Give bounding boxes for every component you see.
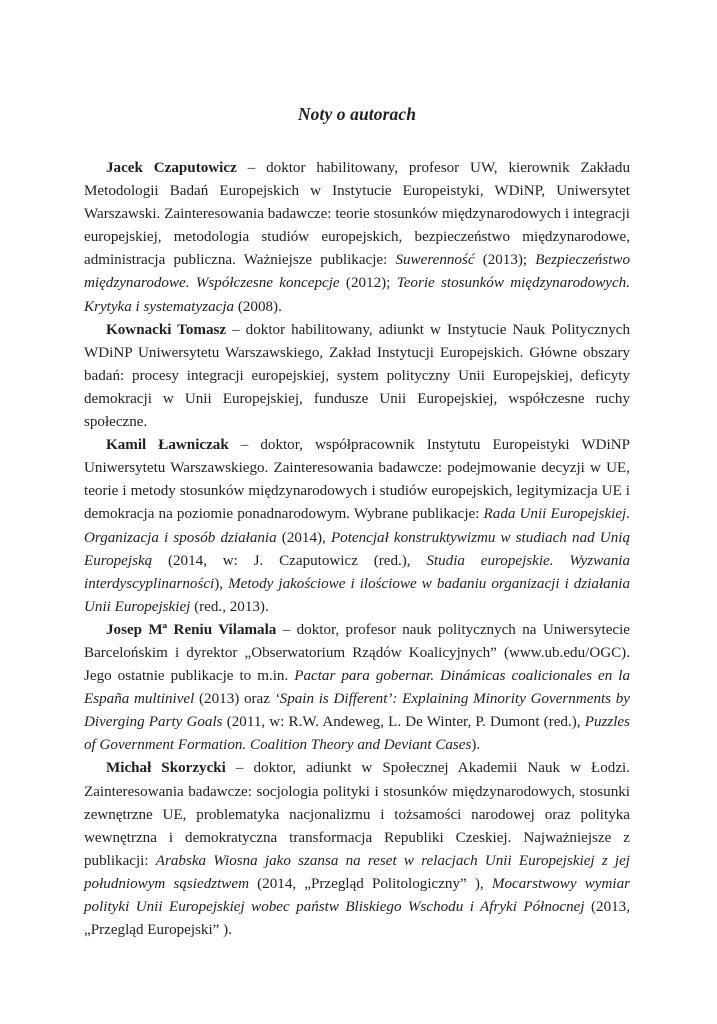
publication-title: Pactar para gobernar. Dinámicas coalicionales en la España multinivel [84,668,630,708]
author-note-reniu [84,619,630,758]
bio-text: (2013) oraz [194,691,275,708]
author-note-kownacki [84,319,630,434]
publication-title: Potencjał konstruktywizmu w studiach nad Unią Europejską [84,529,630,569]
author-name: Kamil Ławniczak [106,437,229,454]
bio-text: – doktor, profesor nauk politycznych na Uniwersytecie Barcelońskim i dyrektor „Obserwatorium Rządów Koalicyjnych” (www.ub.edu/OGC). Jego ostatnie publikacje to m.in. [84,621,630,685]
bio-text: (2014, „Przegląd Politologiczny” ), [248,875,492,892]
author-name: Michał Skorzycki [106,760,226,777]
publication-title: Studia europejskie. Wyzwania interdyscyplinarności [84,552,630,592]
publication-title: Arabska Wiosna jako szansa na reset w relacjach Unii Europejskiej z jej południowym sąsiedztwem [84,852,630,892]
author-note-lawniczak [84,434,630,619]
author-name: Kownacki Tomasz [106,321,227,338]
author-note-czaputowicz [84,157,630,319]
bio-text: (red., 2013). [190,598,269,615]
bio-text: – doktor, współpracownik Instytutu Europeistyki WDiNP Uniwersytetu Warszawskiego. Zainteresowania badawcze: podejmowanie decyzji w UE, teorie i metody stosunków międzynarodowych i studiów europejskich, legitymizacja UE i demokracja na poziomie ponadnarodowym. Wybrane publikacje: [84,437,630,523]
publication-title: Bezpieczeństwo międzynarodowe. Współczesne koncepcje [84,252,630,292]
bio-text: (2013); [474,252,536,269]
author-note-skorzycki [84,757,630,942]
publication-title: Suwerenność [395,252,475,269]
bio-text: (2008). [234,298,282,315]
publication-title: Metody jakościowe i ilościowe w badaniu organizacji i działania Unii Europejskiej [84,575,630,615]
publication-title: ‘Spain is Different’: Explaining Minority Governments by Diverging Party Goals [84,691,630,731]
bio-text: ), [214,575,229,592]
publication-title: Puzzles of Government Formation. Coalition Theory and Deviant Cases [84,714,630,754]
publication-title: Rada Unii Europejskiej. Organizacja i sposób działania [84,506,630,546]
bio-text: – doktor habilitowany, profesor UW, kierownik Zakładu Metodologii Badań Europejskich w Instytucie Europeistyki, WDiNP, Uniwersytet Warszawski. Zainteresowania badawcze: teorie stosunków międzynarodowych i integracji europejskiej, metodologia studiów europejskich, bezpieczeństwo międzynarodowe, administracja publiczna. Ważniejsze publikacje: [84,160,630,269]
bio-text: (2011, w: R.W. Andeweg, L. De Winter, P. Dumont (red.), [222,714,585,731]
page [84,104,630,942]
bio-text: ). [471,737,481,754]
bio-text: – doktor, adiunkt w Społecznej Akademii Nauk w Łodzi. Zainteresowania badawcze: socjologia polityki i stosunków międzynarodowych, stosunki zewnętrzne UE, problematyka nacjonalizmu i tożsamości narodowej oraz polityka wewnętrzna i demokratyczna transformacja Republiki Czeskiej. Najważniejsze z publikacji: [84,760,630,869]
bio-text: (2014), [276,529,331,546]
bio-text: – doktor habilitowany, adiunkt w Instytucie Nauk Politycznych WDiNP Uniwersytetu Warszawskiego, Zakład Instytucji Europejskich. Główne obszary badań: procesy integracji europejskiej, system polityczny Unii Europejskiej, deficyty demokracji w Unii Europejskiej, fundusze Unii Europejskiej, współczesne ruchy społeczne. [84,321,631,431]
page-title: Noty o autorach [297,104,417,124]
publication-title: Mocarstwowy wymiar polityki Unii Europejskiej wobec państw Bliskiego Wschodu i Afryki Północnej [84,875,631,915]
author-name: Jacek Czaputowicz [106,160,237,176]
author-name: Josep Mª Reniu Vilamala [106,621,277,638]
bio-text: (2013, „Przegląd Europejski” ). [84,899,630,939]
publication-title: Teorie stosunków międzynarodowych. Krytyka i systematyzacja [84,275,630,315]
bio-text: (2012); [339,275,397,292]
bio-text: (2014, w: J. Czaputowicz (red.), [152,552,427,569]
